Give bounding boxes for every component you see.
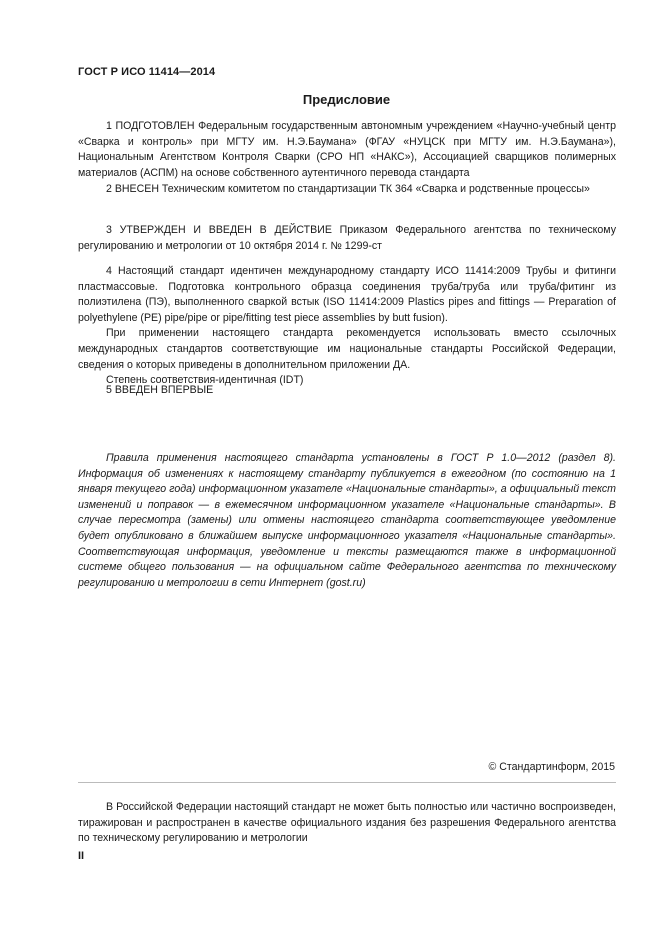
page-number: II: [78, 850, 85, 862]
item-3-paragraph: 3 УТВЕРЖДЕН И ВВЕДЕН В ДЕЙСТВИЕ Приказом Федерального агентства по техническому регулированию и метрологии от 10 октября 2014 г. № 1299-ст: [78, 224, 616, 252]
document-code-header: ГОСТ Р ИСО 11414—2014: [78, 66, 216, 78]
item-2-block: [78, 182, 616, 198]
notice-paragraph: Правила применения настоящего стандарта установлены в ГОСТ Р 1.0—2012 (раздел 8). Информация об изменениях к настоящему стандарту публикуется в ежегодном (по состоянию на 1 января текущего года) информационном указателе «Национальные стандарты», а официальный текст изменений и поправок — в ежемесячном информационном указателе «Национальные стандарты». В случае пересмотра (замены) или отмены настоящего стандарта соответствующее уведомление будет опубликовано в ближайшем выпуске информационного указателя «Национальные стандарты». Соответствующая информация, уведомление и тексты размещаются также в информационной системе общего пользования — на официальном сайте Федерального агентства по техническому регулированию и метрологии в сети Интернет (gost.ru): [78, 452, 616, 589]
item-3-block: [78, 223, 616, 254]
item-4-block: [78, 264, 616, 389]
page-title: [0, 92, 661, 107]
copyright-notice: © Стандартинформ, 2015: [488, 761, 615, 773]
notice-block: [78, 451, 616, 591]
item-1-paragraph: 1 ПОДГОТОВЛЕН Федеральным государственным автономным учреждением «Научно-учебный центр «Сварка и контроль» при МГТУ им. Н.Э.Баумана» (ФГАУ «НУЦСК при МГТУ им. Н.Э.Баумана»), Национальным Агентством Контроля Сварки (СРО НП «НАКС»), Ассоциацией сварщиков полимерных материалов (АСПМ) на основе собственного аутентичного перевода стандарта: [78, 120, 616, 179]
item-2-paragraph: 2 ВНЕСЕН Техническим комитетом по стандартизации ТК 364 «Сварка и родственные процессы»: [106, 183, 590, 195]
divider: [78, 782, 616, 783]
page-title-text: Предисловие: [302, 92, 391, 107]
item-4-references-paragraph: При применении настоящего стандарта рекомендуется использовать вместо ссылочных международных стандартов соответствующие им национальные стандарты Российской Федерации, сведения о которых приведены в дополнительном приложении ДА.: [78, 327, 616, 371]
item-5-paragraph: 5 ВВЕДЕН ВПЕРВЫЕ: [106, 384, 214, 396]
item-4-conformity-paragraph: Степень соответствия-идентичная (IDT): [106, 374, 304, 387]
legal-block: [78, 800, 616, 847]
item-4-paragraph: 4 Настоящий стандарт идентичен международному стандарту ИСО 11414:2009 Трубы и фитинги пластмассовые. Подготовка контрольного образца соединения труба/труба или труба/фитинг из полиэтилена (ПЭ), выполненного сваркой встык (ISO 11414:2009 Plastics pipes and fittings — Preparation of polyethylene (PE) pipe/pipe or pipe/fitting test piece assemblies by butt fusion).: [78, 265, 616, 324]
item-1-block: [78, 119, 616, 181]
legal-paragraph: В Российской Федерации настоящий стандарт не может быть полностью или частично воспроизведен, тиражирован и распространен в качестве официального издания без разрешения Федерального агентства по техническому регулированию и метрологии: [78, 801, 616, 845]
item-5-block: [78, 383, 616, 399]
